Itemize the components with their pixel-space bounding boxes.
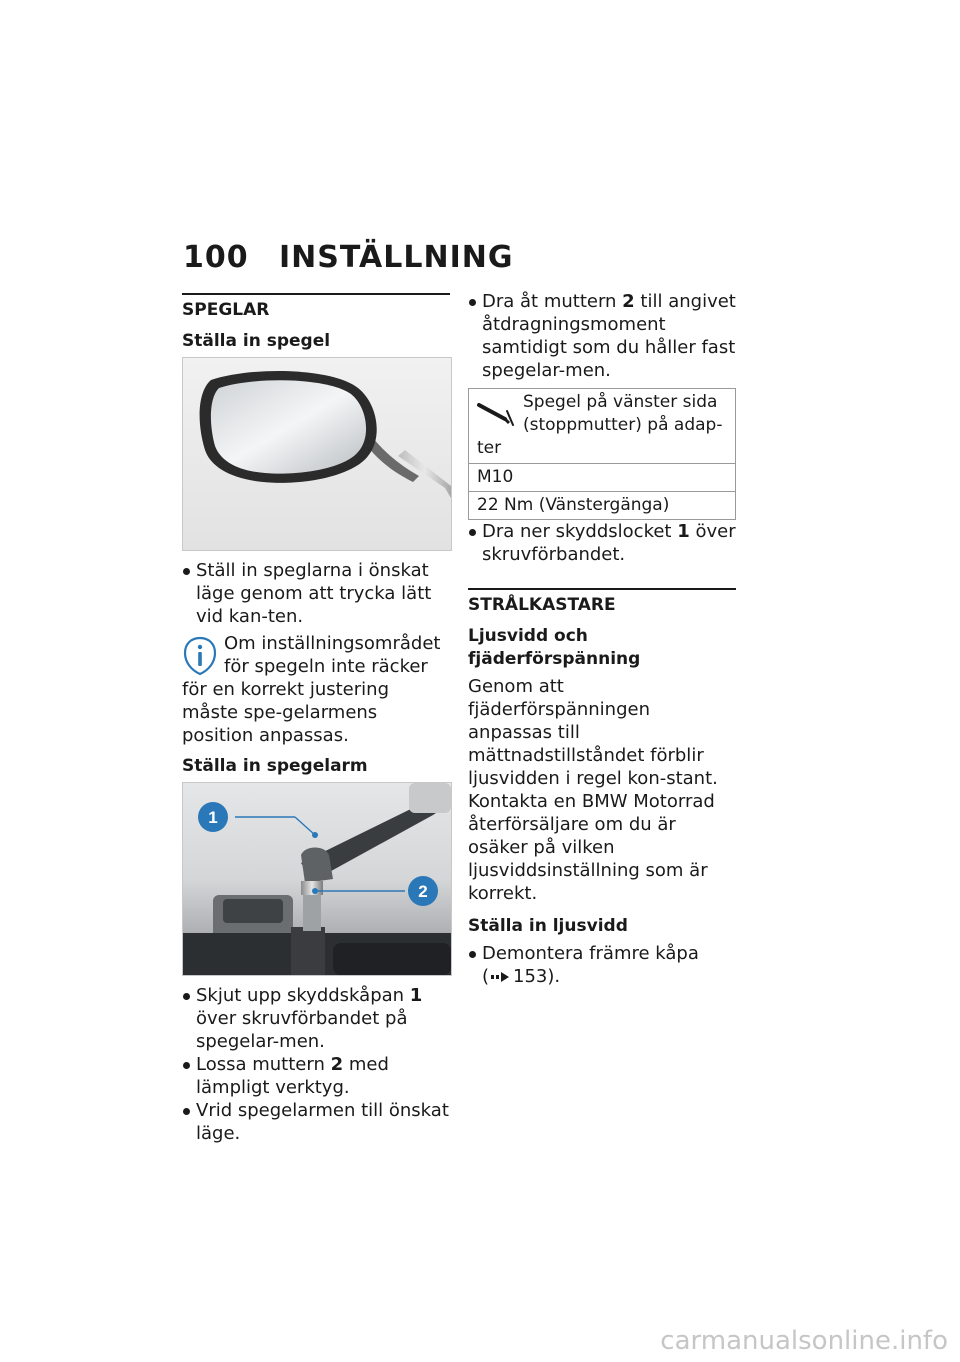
page-ref[interactable]: 153).: [513, 966, 561, 987]
list-item: Ställ in speglarna i önskat läge genom att trycka lätt vid kan-ten.: [182, 559, 450, 628]
list-item: [468, 290, 736, 382]
text-part: Demontera främre kåpa: [482, 943, 699, 964]
mirror-figure: [182, 357, 452, 551]
list-item: [468, 942, 736, 988]
ref-number: 2: [622, 291, 635, 312]
callout-2-label: 2: [418, 882, 428, 901]
subheading-ljusvidd-och-fjaderforspanning: Ljusvidd och fjäderförspänning: [468, 626, 641, 669]
callout-1-label: 1: [208, 808, 218, 827]
ref-number: 1: [677, 521, 690, 542]
wrench-icon: [475, 397, 519, 427]
text-part: över skruvförbandet på spegelar-men.: [196, 1008, 408, 1052]
bullet-list-2: [182, 984, 450, 1145]
ref-open: (: [482, 966, 490, 987]
mirror-image: [183, 358, 451, 550]
text-part: Skjut upp skyddskåpan: [196, 985, 410, 1006]
bullet-list-5: [468, 942, 736, 988]
page-number: 100: [183, 240, 249, 275]
paragraph-1: Genom att fjäderförspänningen anpassas till mättnadstillståndet förblir ljusvidden i regel kon-stant.: [468, 676, 718, 789]
bullet-list-3: [468, 290, 736, 382]
section-title-stralkastare: STRÅLKASTARE: [468, 588, 736, 617]
list-item: Vrid spegelarmen till önskat läge.: [182, 1099, 450, 1145]
text-part: Dra ner skyddslocket: [482, 521, 678, 542]
spec-title: Spegel på vänster sida (stoppmutter) på adap-ter: [477, 392, 723, 458]
subheading-stalla-in-ljusvidd: Ställa in ljusvidd: [468, 916, 628, 936]
spec-thread: M10: [469, 464, 736, 492]
mirror-arm-figure: [182, 782, 452, 976]
text-part: över skruvförbandet.: [482, 521, 736, 565]
subheading-stalla-in-spegelarm: Ställa in spegelarm: [182, 756, 368, 776]
subheading-stalla-in-spegel: Ställa in spegel: [182, 331, 331, 351]
text-part: till angivet åtdragningsmoment samtidigt som du håller fast spegelar-men.: [482, 291, 736, 381]
list-item: [468, 520, 736, 566]
section-title-speglar: SPEGLAR: [182, 293, 450, 322]
bullet-list-4: [468, 520, 736, 566]
paragraph-2: Kontakta en BMW Motorrad återförsäljare om du är osäker på vilken ljusviddsinställning som är korrekt.: [468, 791, 715, 904]
info-note: [182, 632, 450, 747]
chapter-title: INSTÄLLNING: [279, 240, 514, 275]
left-column: [182, 293, 450, 1145]
mirror-arm-image: [183, 783, 451, 975]
note-text: Om inställningsområdet för spegeln inte räcker för en korrekt justering måste spe-gelarmens position anpassas.: [182, 633, 441, 746]
spec-torque: 22 Nm (Vänstergänga): [469, 492, 736, 520]
arrow-right-icon: [491, 972, 509, 982]
info-icon: [182, 636, 218, 676]
watermark: carmanualsonline.info: [660, 1326, 948, 1356]
text-part: Lossa muttern: [196, 1054, 331, 1075]
list-item: [182, 1053, 450, 1099]
right-column: [468, 290, 736, 988]
spec-title-cell: [469, 389, 736, 464]
torque-spec-table: [468, 388, 736, 520]
ref-number: 2: [330, 1054, 344, 1075]
list-item: [182, 984, 450, 1053]
ref-number: 1: [409, 985, 423, 1006]
page-header: [183, 240, 513, 275]
text-part: Dra åt muttern: [482, 291, 623, 312]
text-part: med lämpligt verktyg.: [196, 1054, 389, 1098]
bullet-list-1: [182, 559, 450, 628]
